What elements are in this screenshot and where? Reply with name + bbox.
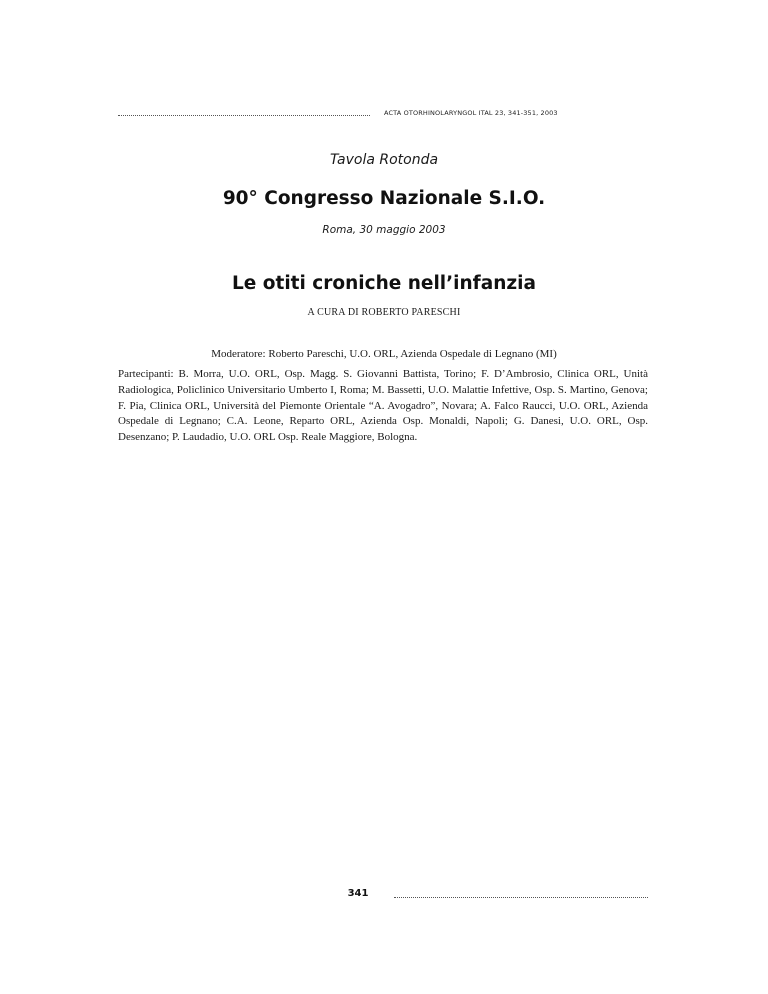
place-date: Roma, 30 maggio 2003: [322, 224, 446, 236]
article-curator: A CURA DI ROBERTO PARESCHI: [307, 307, 461, 318]
journal-citation: ACTA OTORHINOLARYNGOL ITAL 23, 341-351, 2003: [384, 109, 558, 117]
congress-heading: 90° Congresso Nazionale S.I.O.: [222, 188, 546, 209]
footer-dotted-rule: [394, 897, 648, 898]
section-kicker: Tavola Rotonda: [329, 152, 439, 168]
participants-paragraph: Partecipanti: B. Morra, U.O. ORL, Osp. Magg. S. Giovanni Battista, Torino; F. D’Ambrosio, Clinica ORL, Unità Radiologica, Policlinico Universitario Umberto I, Roma; M. Bassetti, U.O. Malattie Infettive, Osp. S. Martino, Genova; F. Pia, Clinica ORL, Università del Piemonte Orientale “A. Avogadro”, Novara; A. Falco Raucci, U.O. ORL, Azienda Ospedale di Legnano; C.A. Leone, Reparto ORL, Azienda Osp. Monaldi, Napoli; G. Danesi, U.O. ORL, Osp. Desenzano; P. Laudadio, U.O. ORL Osp. Reale Maggiore, Bologna.: [118, 368, 648, 444]
page-number: 341: [347, 888, 369, 899]
article-title: Le otiti croniche nell’infanzia: [232, 273, 536, 294]
moderator-line: Moderatore: Roberto Pareschi, U.O. ORL, Azienda Ospedale di Legnano (MI): [211, 348, 557, 360]
header-dotted-rule: [118, 115, 370, 116]
